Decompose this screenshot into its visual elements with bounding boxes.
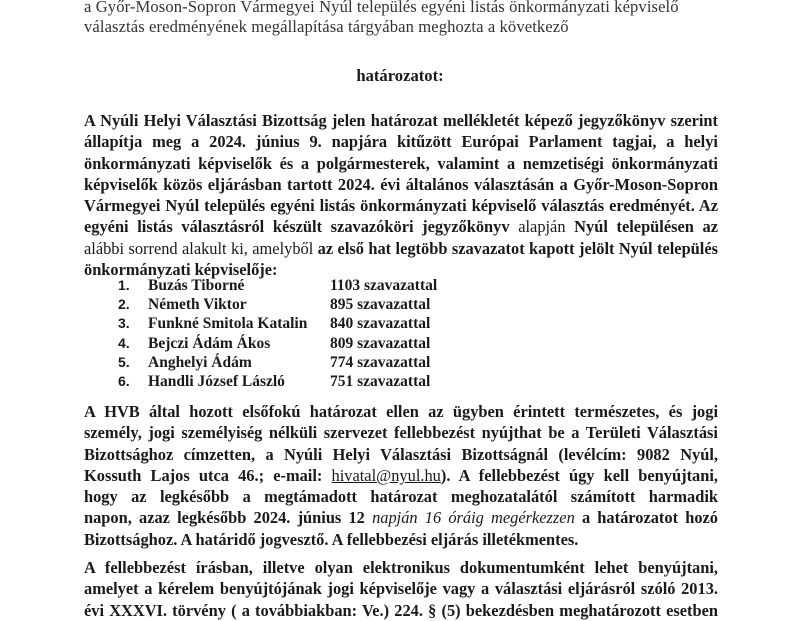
para3-row: A fellebbezést írásban, illetve olyan elektronikus dokumentumként lehet benyújtani, (84, 558, 718, 577)
decision-heading: határozatot: (356, 66, 444, 85)
vote-count: 840 szavazattal (330, 315, 431, 333)
candidate-name: Buzás Tiborné (148, 277, 245, 294)
para2-text: napon, azaz legkésőbb 2024. június 12 (84, 508, 373, 528)
para1-row: önkormányzati képviselők és a polgármesterek, valamint a nemzetiségi önkormányzati (84, 153, 718, 173)
result-rank: 6. (118, 372, 130, 389)
results-list (118, 276, 437, 391)
candidate-name: Anghelyi Ádám (148, 353, 252, 371)
email-link[interactable]: hivatal@nyul.hu (331, 465, 441, 485)
para1-row: A Nyúli Helyi Választási Bizottság jelen határozat mellékletét képező jegyzőkönyv szerint (84, 111, 718, 130)
para2-text: Kossuth Lajos utca 46.; e-mail: (84, 465, 332, 485)
result-rank: 3. (118, 315, 130, 332)
para3-row: évi XXXVI. törvény ( a továbbiakban: Ve.) 224. § (5) bekezdésben meghatározott esetben (84, 600, 718, 620)
para2-row: hogy az legkésőbb a megtámadott határozat meghozatalától számított harmadik (84, 487, 718, 507)
para1-row (84, 216, 718, 237)
para1-row (84, 238, 718, 259)
intro-line-2: választás eredményének megállapítása tárgyában meghozta a következő (84, 17, 569, 36)
para2-row: A HVB által hozott elsőfokú határozat ellen az ügyben érintett természetes, és jogi (84, 402, 718, 421)
para1-row: állapítja meg a 2024. június 9. napjára kitűzött Európai Parlament tagjai, a helyi (84, 132, 718, 152)
result-rank: 5. (118, 353, 130, 370)
para1-text: egyéni listás választásról készült szavazóköri jegyzőkönyv (84, 217, 510, 237)
paragraph-appeal-format (84, 557, 718, 621)
vote-count: 1103 szavazattal (330, 277, 438, 294)
candidate-name: Bejczi Ádám Ákos (148, 334, 271, 352)
para2-row: személy, jogi személyiség nélküli szervezet fellebbezést nyújthat be a Területi Választási (84, 423, 718, 443)
para2-text: ). A fellebbezést úgy kell benyújtani, (440, 465, 718, 485)
result-item (118, 353, 437, 372)
para2-text: a határozatot hozó (574, 508, 718, 528)
para2-row (84, 507, 718, 528)
vote-count: 774 szavazattal (330, 353, 431, 371)
candidate-name: Németh Viktor (148, 296, 247, 314)
result-item (118, 276, 437, 295)
para1-row: Vármegyei Nyúl település egyéni listás önkormányzati képviselő választás eredményét. Az (84, 196, 718, 216)
vote-count: 895 szavazattal (330, 296, 431, 314)
para2-row (84, 465, 718, 486)
result-rank: 1. (118, 277, 130, 293)
candidate-name: Handli József László (148, 372, 285, 390)
para2-row: Bizottsághoz címzetten, a Nyúli Helyi Választási Bizottságnál (levélcím: 9082 Nyúl, (84, 444, 718, 464)
paragraph-determination (84, 110, 718, 280)
intro-line-1: a Győr-Moson-Sopron Vármegyei Nyúl település egyéni listás önkormányzati képviselő (84, 0, 679, 16)
vote-count: 809 szavazattal (330, 334, 431, 352)
para1-row: önkormányzati képviselője: (84, 260, 278, 280)
para1-row: képviselők közös eljárásban tartott 2024. évi általános választásán a Győr-Moson-Sopron (84, 174, 718, 194)
result-item (118, 314, 437, 333)
para1-text: alapján (509, 217, 575, 237)
result-rank: 2. (118, 296, 130, 313)
result-item (118, 295, 437, 314)
para2-row: Bizottsághoz. A határidő jogvesztő. A fellebbezési eljárás illetékmentes. (84, 529, 579, 549)
candidate-name: Funkné Smitola Katalin (148, 315, 308, 333)
para2-italic-text: napján 16 óráig megérkezzen (372, 508, 575, 528)
vote-count: 751 szavazattal (330, 372, 431, 390)
result-item (118, 372, 437, 391)
result-item (118, 334, 437, 353)
para1-text: alábbi sorrend alakult ki, amelyből (84, 238, 318, 258)
para1-text: az első hat legtöbb szavazatot kapott jelölt Nyúl település (317, 238, 719, 258)
para1-text: Nyúl településen az (574, 217, 718, 237)
para3-row: amelyet a kérelem benyújtójának jogi képviselője vagy a választási eljárásról szóló 2013. (84, 579, 718, 599)
result-rank: 4. (118, 334, 130, 351)
paragraph-appeal (84, 401, 718, 550)
